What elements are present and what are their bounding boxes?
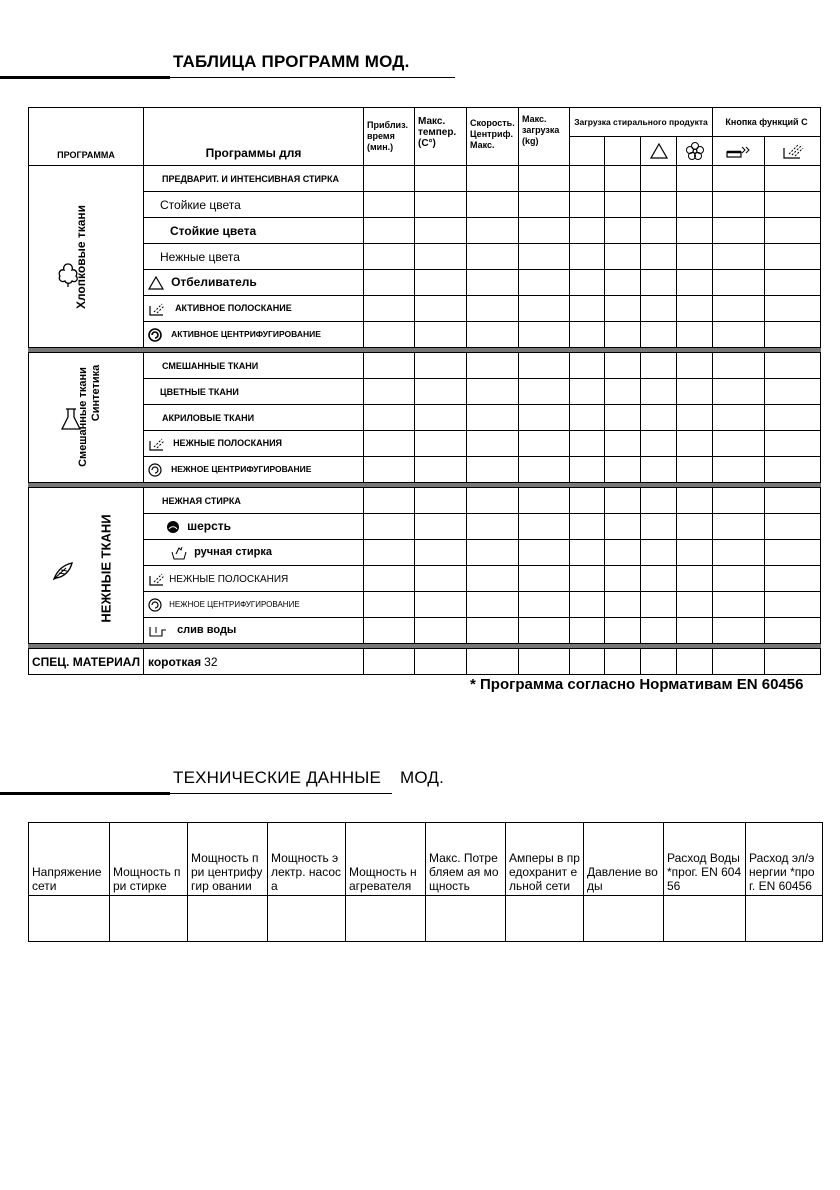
group-mixed-label-1: Смешанные ткани	[77, 367, 89, 467]
program-row-gentle-rinse[interactable]: НЕЖНЫЕ ПОЛОСКАНИЯ	[144, 431, 364, 457]
program-row-gentle-spin[interactable]: НЕЖНОЕ ЦЕНТРИФУГИРОВАНИЕ	[144, 457, 364, 483]
program-row-short[interactable]: короткая 32	[144, 649, 364, 675]
spin-icon	[148, 598, 162, 612]
program-table	[28, 107, 821, 675]
program-row-colored-fabrics[interactable]: ЦВЕТНЫЕ ТКАНИ	[144, 379, 364, 405]
tech-header-spin-power: Мощность при центрифугир овании	[188, 823, 268, 896]
group-mixed-synthetic	[29, 353, 144, 483]
softener-flower-icon	[677, 137, 713, 166]
header-program: ПРОГРАММА	[29, 108, 144, 166]
tech-value	[746, 896, 823, 942]
group-cotton-label: Хлопковые ткани	[74, 204, 88, 309]
program-row-prewash-intensive[interactable]: ПРЕДВАРИТ. И ИНТЕНСИВНАЯ СТИРКА	[144, 166, 364, 192]
bleach-icon	[148, 276, 164, 290]
header-speed: Скорость. Центриф. Макс.	[467, 108, 519, 166]
group-delicate-label: НЕЖНЫЕ ТКАНИ	[98, 513, 114, 623]
program-row-drain[interactable]: слив воды	[144, 618, 364, 644]
footnote: * Программа согласно Нормативам EN 60456	[470, 676, 804, 693]
tech-data-title-suffix: МОД.	[400, 768, 445, 787]
group-mixed-label-2: Синтетика	[90, 364, 102, 422]
program-row-mixed-fabrics[interactable]: СМЕШАННЫЕ ТКАНИ	[144, 353, 364, 379]
title-rule	[0, 792, 170, 795]
spin-icon	[148, 463, 162, 477]
tech-header-pump-power: Мощность электр. насоса	[268, 823, 346, 896]
spin-icon	[148, 328, 162, 342]
header-function: Кнопка функций С	[713, 108, 821, 137]
header-load: Макс. загрузка (kg)	[519, 108, 570, 166]
tech-header-max-power: Макс. Потребляем ая мощность	[426, 823, 506, 896]
program-row-delicate-rinse[interactable]: НЕЖНЫЕ ПОЛОСКАНИЯ	[144, 566, 364, 592]
program-row-hand-wash[interactable]: ручная стирка	[144, 540, 364, 566]
group-cotton	[29, 166, 144, 348]
rinse-icon	[148, 571, 166, 587]
program-row-wool[interactable]: шерсть	[144, 514, 364, 540]
tech-value	[584, 896, 664, 942]
tech-value	[29, 896, 110, 942]
program-row-acrylic-fabrics[interactable]: АКРИЛОВЫЕ ТКАНИ	[144, 405, 364, 431]
program-row-delicate-colors[interactable]: Нежные цвета	[144, 244, 364, 270]
rinse-icon	[148, 301, 166, 317]
tech-data-table	[28, 822, 823, 942]
hand-wash-icon	[170, 546, 188, 560]
detergent-slot-1	[570, 137, 605, 166]
title-rule-thin	[170, 793, 392, 794]
bleach-icon	[641, 137, 677, 166]
tech-value	[664, 896, 746, 942]
feather-icon	[51, 561, 75, 581]
header-temp: Макс. темпер. (C°)	[415, 108, 467, 166]
program-row-active-spin[interactable]: АКТИВНОЕ ЦЕНТРИФУГИРОВАНИЕ	[144, 322, 364, 348]
tech-header-wash-power: Мощность при стирке	[110, 823, 188, 896]
group-delicate	[29, 488, 144, 644]
prewash-function-icon	[713, 137, 765, 166]
header-time: Приблиз. время (мин.)	[364, 108, 415, 166]
wool-ball-icon	[166, 520, 180, 534]
title-rule-thin	[170, 77, 455, 78]
program-row-active-rinse[interactable]: АКТИВНОЕ ПОЛОСКАНИЕ	[144, 296, 364, 322]
tech-value	[346, 896, 426, 942]
program-table-title: ТАБЛИЦА ПРОГРАММ МОД.	[173, 52, 410, 71]
tech-value	[110, 896, 188, 942]
title-rule	[0, 76, 170, 79]
program-row-fast-colors[interactable]: Стойкие цвета	[144, 192, 364, 218]
program-row-fast-colors-2[interactable]: Стойкие цвета	[144, 218, 364, 244]
detergent-slot-2	[605, 137, 641, 166]
group-special-label: СПЕЦ. МАТЕРИАЛ	[29, 649, 144, 675]
tech-value	[188, 896, 268, 942]
tech-value	[506, 896, 584, 942]
tech-header-voltage: Напряжение сети	[29, 823, 110, 896]
program-row-gentle-wash[interactable]: НЕЖНАЯ СТИРКА	[144, 488, 364, 514]
drain-icon	[148, 624, 168, 638]
program-row-delicate-spin[interactable]: НЕЖНОЕ ЦЕНТРИФУГИРОВАНИЕ	[144, 592, 364, 618]
rinse-function-icon	[765, 137, 821, 166]
header-detergent: Загрузка стирального продукта	[570, 108, 713, 137]
tech-header-energy-consumption: Расход эл/энергии *прог. EN 60456	[746, 823, 823, 896]
tech-data-title: ТЕХНИЧЕСКИЕ ДАННЫЕ	[173, 768, 382, 787]
header-programs-for: Программы для	[144, 108, 364, 166]
tech-header-water-pressure: Давление воды	[584, 823, 664, 896]
tech-header-water-consumption: Расход Воды *прог. EN 60456	[664, 823, 746, 896]
tech-value	[268, 896, 346, 942]
program-row-bleach[interactable]: Отбеливатель	[144, 270, 364, 296]
tech-value	[426, 896, 506, 942]
tech-header-fuse-amps: Амперы в предохранит ельной сети	[506, 823, 584, 896]
tech-header-heater-power: Мощность нагревателя	[346, 823, 426, 896]
rinse-icon	[148, 436, 166, 452]
